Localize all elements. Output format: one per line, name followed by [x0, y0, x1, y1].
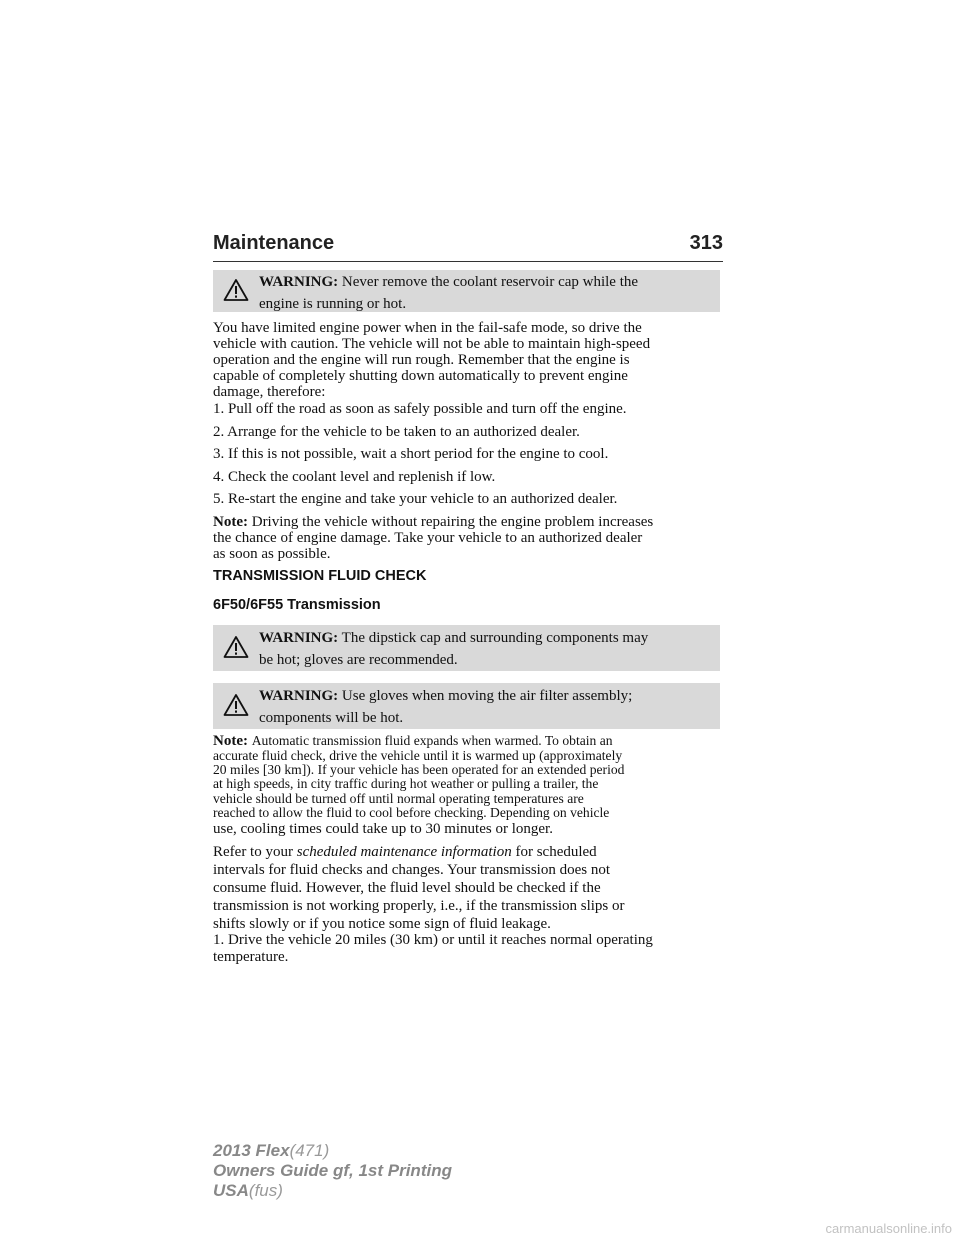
warning-label: WARNING: — [259, 274, 339, 290]
step-item: 4. Check the coolant level and replenish if low. — [213, 469, 496, 485]
warning-text — [259, 271, 708, 315]
header-rule — [213, 261, 723, 262]
step-item: 3. If this is not possible, wait a short period for the engine to cool. — [213, 446, 609, 462]
note-label: Note: — [213, 733, 248, 749]
warning-box — [213, 270, 720, 312]
subsection-heading: 6F50/6F55 Transmission — [213, 597, 381, 613]
text-line: vehicle with caution. The vehicle will not be able to maintain high-speed — [213, 336, 651, 352]
warning-line: engine is running or hot. — [259, 296, 407, 312]
text-line: accurate fluid check, drive the vehicle until it is warmed up (approximately — [213, 748, 623, 763]
text-span: for scheduled — [515, 844, 597, 860]
text-line: reached to allow the fluid to cool before checking. Depending on vehicle — [213, 804, 610, 820]
warning-triangle-icon — [223, 635, 249, 659]
text-line: operation and the engine will run rough. Remember that the engine is — [213, 352, 630, 368]
text-line: shifts slowly or if you notice some sign of fluid leakage. — [213, 916, 551, 932]
step-item: 1. Pull off the road as soon as safely possible and turn off the engine. — [213, 401, 627, 417]
warning-line: Never remove the coolant reservoir cap while the — [341, 274, 639, 290]
step-item: 2. Arrange for the vehicle to be taken to an authorized dealer. — [213, 424, 580, 440]
page-header — [213, 232, 723, 260]
text-line: temperature. — [213, 949, 289, 965]
warning-label: WARNING: — [259, 688, 339, 704]
note-label: Note: — [213, 514, 248, 530]
warning-label: WARNING: — [259, 630, 339, 646]
text-line: intervals for fluid checks and changes. Your transmission does not — [213, 862, 611, 878]
section-heading: TRANSMISSION FLUID CHECK — [213, 568, 427, 584]
warning-line: Use gloves when moving the air filter assembly; — [341, 688, 633, 704]
text-line: You have limited engine power when in the fail-safe mode, so drive the — [213, 320, 642, 336]
step-item — [213, 932, 723, 966]
footer-market-code: (fus) — [248, 1181, 283, 1200]
text-line: capable of completely shutting down automatically to prevent engine — [213, 368, 628, 384]
footer-model: 2013 Flex — [213, 1141, 290, 1160]
watermark: carmanualsonline.info — [825, 1221, 952, 1236]
section-title: Maintenance — [213, 232, 335, 254]
warning-triangle-icon — [223, 693, 249, 717]
footer-guide: Owners Guide gf, 1st Printing — [213, 1161, 452, 1180]
refer-paragraph — [213, 843, 723, 933]
warning-box — [213, 683, 720, 729]
text-line: vehicle should be turned off until normal operating temperatures are — [213, 790, 584, 806]
text-line: the chance of engine damage. Take your vehicle to an authorized dealer — [213, 530, 643, 546]
print-footer — [213, 1141, 452, 1201]
text-line: damage, therefore: — [213, 384, 326, 400]
footer-market: USA — [213, 1181, 249, 1200]
text-line: as soon as possible. — [213, 546, 331, 562]
failsafe-paragraph — [213, 320, 723, 400]
warning-line: be hot; gloves are recommended. — [259, 652, 458, 668]
text-line: use, cooling times could take up to 30 minutes or longer. — [213, 821, 553, 838]
warning-line: components will be hot. — [259, 710, 404, 726]
note-paragraph — [213, 514, 723, 562]
text-line: consume fluid. However, the fluid level should be checked if the — [213, 880, 601, 896]
warning-line: The dipstick cap and surrounding components may — [341, 630, 649, 646]
note-paragraph — [213, 733, 723, 838]
page-number: 313 — [689, 232, 723, 254]
warning-box — [213, 625, 720, 671]
text-span: Refer to your — [213, 844, 293, 860]
warning-text — [259, 627, 708, 671]
text-line: Automatic transmission fluid expands when warmed. To obtain an — [251, 733, 613, 748]
text-line: 20 miles [30 km]). If your vehicle has been operated for an extended period — [213, 762, 625, 778]
text-line: transmission is not working properly, i.e., if the transmission slips or — [213, 898, 625, 914]
step-item: 5. Re-start the engine and take your vehicle to an authorized dealer. — [213, 491, 618, 507]
footer-model-code: (471) — [289, 1141, 330, 1160]
text-line: Driving the vehicle without repairing the engine problem increases — [251, 514, 654, 530]
warning-text — [259, 685, 708, 729]
reference-link-text: scheduled maintenance information — [296, 844, 512, 860]
warning-triangle-icon — [223, 278, 249, 302]
text-line: at high speeds, in city traffic during hot weather or pulling a trailer, the — [213, 776, 599, 792]
text-line: 1. Drive the vehicle 20 miles (30 km) or until it reaches normal operating — [213, 932, 653, 948]
